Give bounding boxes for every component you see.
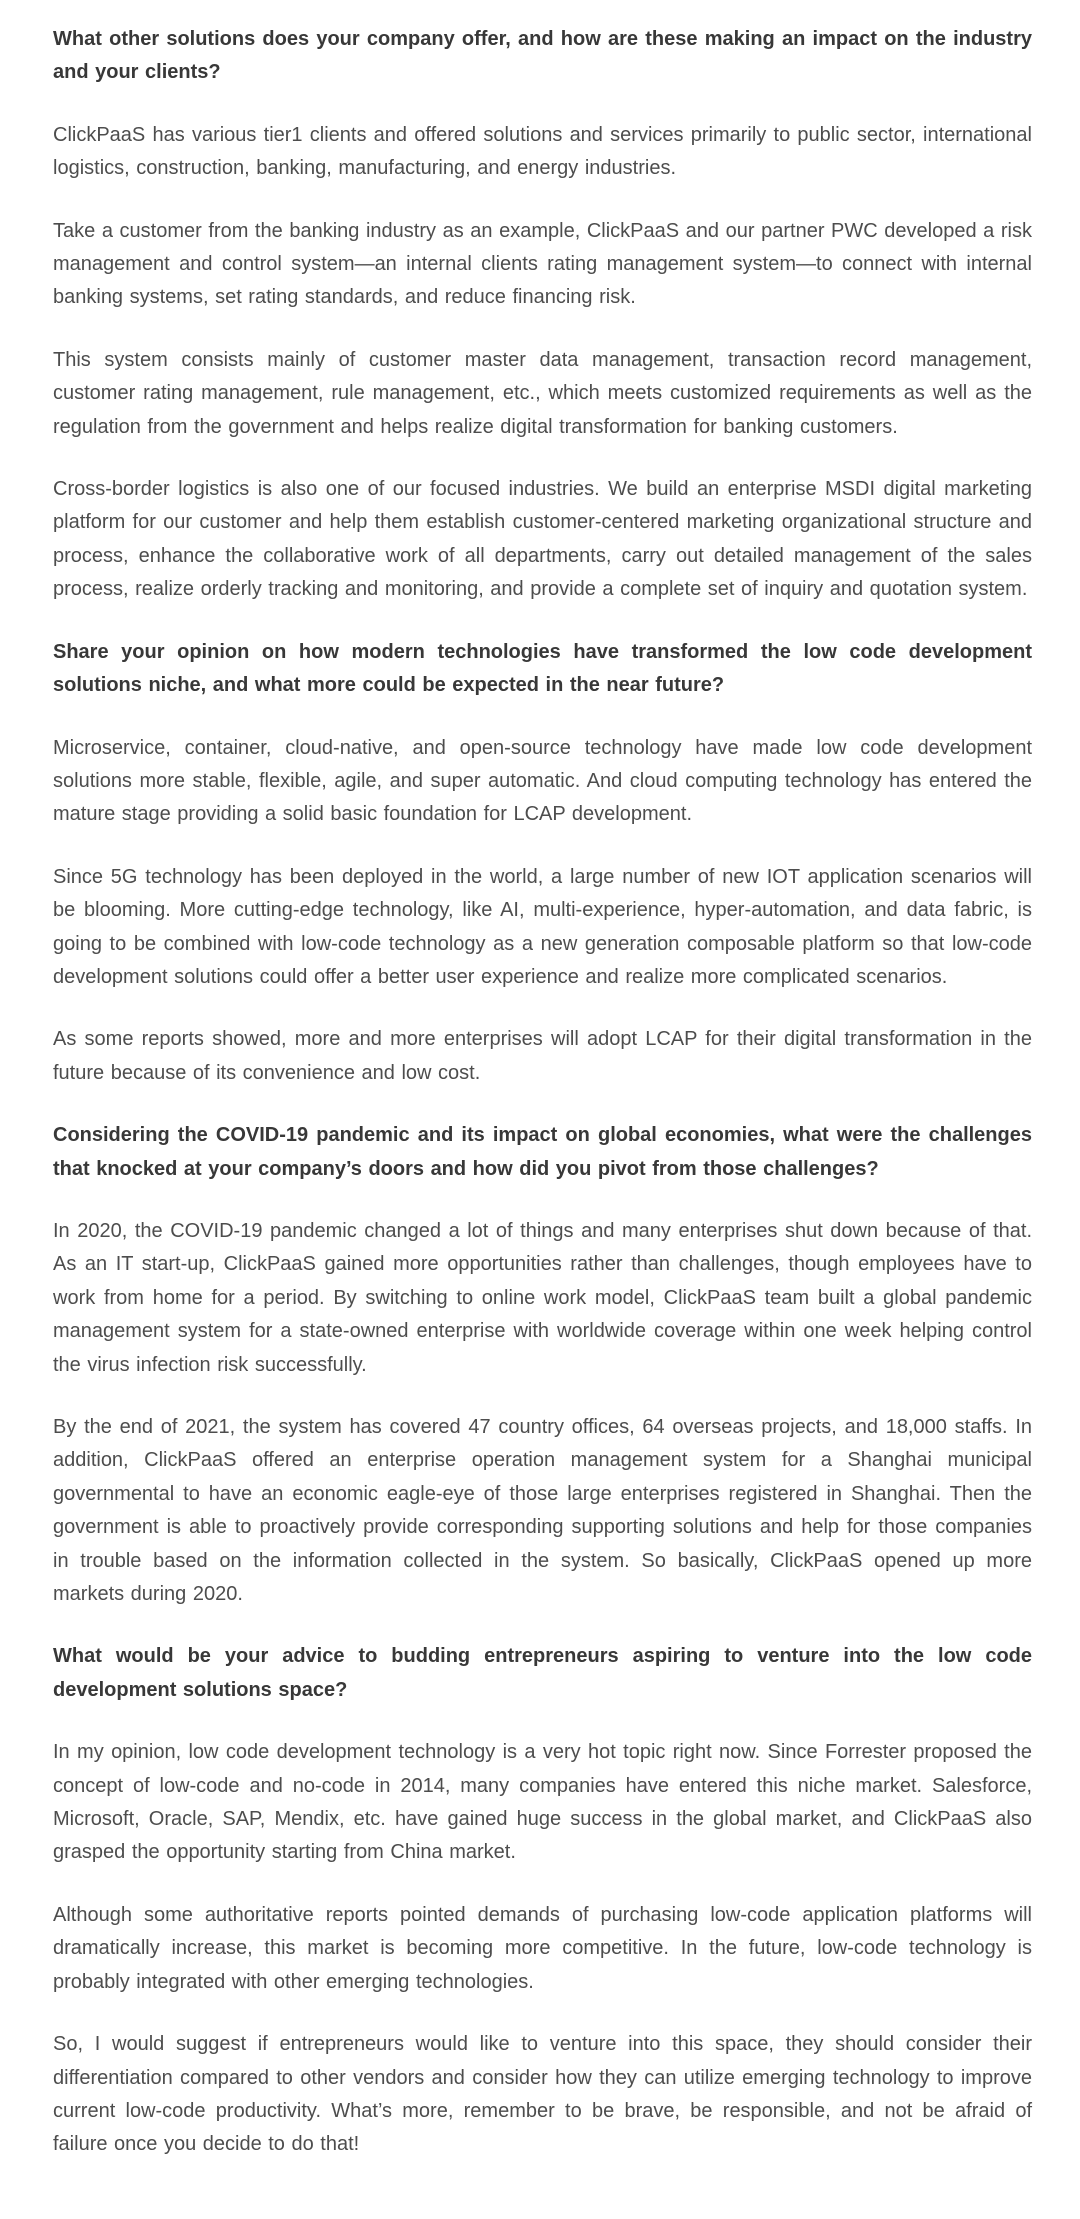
- answer-paragraph: Microservice, container, cloud-native, and open-source technology have made low code development solutions more stable, flexible, agile, and super automatic. And cloud computing technology has entered the mature stage providing a solid basic foundation for LCAP development.: [53, 736, 1032, 826]
- answer-paragraph: By the end of 2021, the system has covered 47 country offices, 64 overseas projects, and 18,000 staffs. In addition, ClickPaaS offered an enterprise operation management system for a Shanghai municipal governmental to have an economic eagle-eye of those large enterprises registered in Shanghai. Then the government is able to proactively provide corresponding supporting solutions and help for those companies in trouble based on the information collected in the system. So basically, ClickPaaS opened up more markets during 2020.: [53, 1416, 1032, 1606]
- question-paragraph: Share your opinion on how modern technologies have transformed the low code development solutions niche, and what more could be expected in the near future?: [53, 640, 1032, 697]
- answer-paragraph: Cross-border logistics is also one of our focused industries. We build an enterprise MSDI digital marketing platform for our customer and help them establish customer-centered marketing organizational structure and process, enhance the collaborative work of all departments, carry out detailed management of the sales process, realize orderly tracking and monitoring, and provide a complete set of inquiry and quotation system.: [53, 478, 1032, 601]
- answer-paragraph: In my opinion, low code development technology is a very hot topic right now. Since Forrester proposed the concept of low-code and no-code in 2014, many companies have entered this niche market. Salesforce, Microsoft, Oracle, SAP, Mendix, etc. have gained huge success in the global market, and ClickPaaS also grasped the opportunity starting from China market.: [53, 1741, 1032, 1864]
- answer-paragraph: In 2020, the COVID-19 pandemic changed a lot of things and many enterprises shut down because of that. As an IT start-up, ClickPaaS gained more opportunities rather than challenges, though employees have to work from home for a period. By switching to online work model, ClickPaaS team built a global pandemic management system for a state-owned enterprise with worldwide coverage within one week helping control the virus infection risk successfully.: [53, 1219, 1032, 1376]
- answer-paragraph: Take a customer from the banking industry as an example, ClickPaaS and our partner PWC developed a risk management and control system—an internal clients rating management system—to connect with internal banking systems, set rating standards, and reduce financing risk.: [53, 219, 1032, 309]
- article-body: [53, 23, 1032, 2162]
- question-paragraph: What other solutions does your company offer, and how are these making an impact on the industry and your clients?: [53, 28, 1032, 84]
- answer-paragraph: This system consists mainly of customer master data management, transaction record management, customer rating management, rule management, etc., which meets customized requirements as well as the regulation from the government and helps realize digital transformation for banking customers.: [53, 348, 1032, 438]
- answer-paragraph: ClickPaaS has various tier1 clients and offered solutions and services primarily to public sector, international logistics, construction, banking, manufacturing, and energy industries.: [53, 123, 1032, 180]
- question-paragraph: What would be your advice to budding entrepreneurs aspiring to venture into the low code development solutions space?: [53, 1645, 1032, 1701]
- answer-paragraph: Although some authoritative reports pointed demands of purchasing low-code application platforms will dramatically increase, this market is becoming more competitive. In the future, low-code technology is probably integrated with other emerging technologies.: [53, 1903, 1032, 1993]
- answer-paragraph: Since 5G technology has been deployed in the world, a large number of new IOT application scenarios will be blooming. More cutting-edge technology, like AI, multi-experience, hyper-automation, and data fabric, is going to be combined with low-code technology as a new generation composable platform so that low-code development solutions could offer a better user experience and realize more complicated scenarios.: [53, 865, 1032, 988]
- question-paragraph: Considering the COVID-19 pandemic and its impact on global economies, what were the challenges that knocked at your company’s doors and how did you pivot from those challenges?: [53, 1124, 1032, 1180]
- answer-paragraph: So, I would suggest if entrepreneurs would like to venture into this space, they should consider their differentiation compared to other vendors and consider how they can utilize emerging technology to improve current low-code productivity. What’s more, remember to be brave, be responsible, and not be afraid of failure once you decide to do that!: [53, 2033, 1032, 2156]
- answer-paragraph: As some reports showed, more and more enterprises will adopt LCAP for their digital transformation in the future because of its convenience and low cost.: [53, 1028, 1032, 1084]
